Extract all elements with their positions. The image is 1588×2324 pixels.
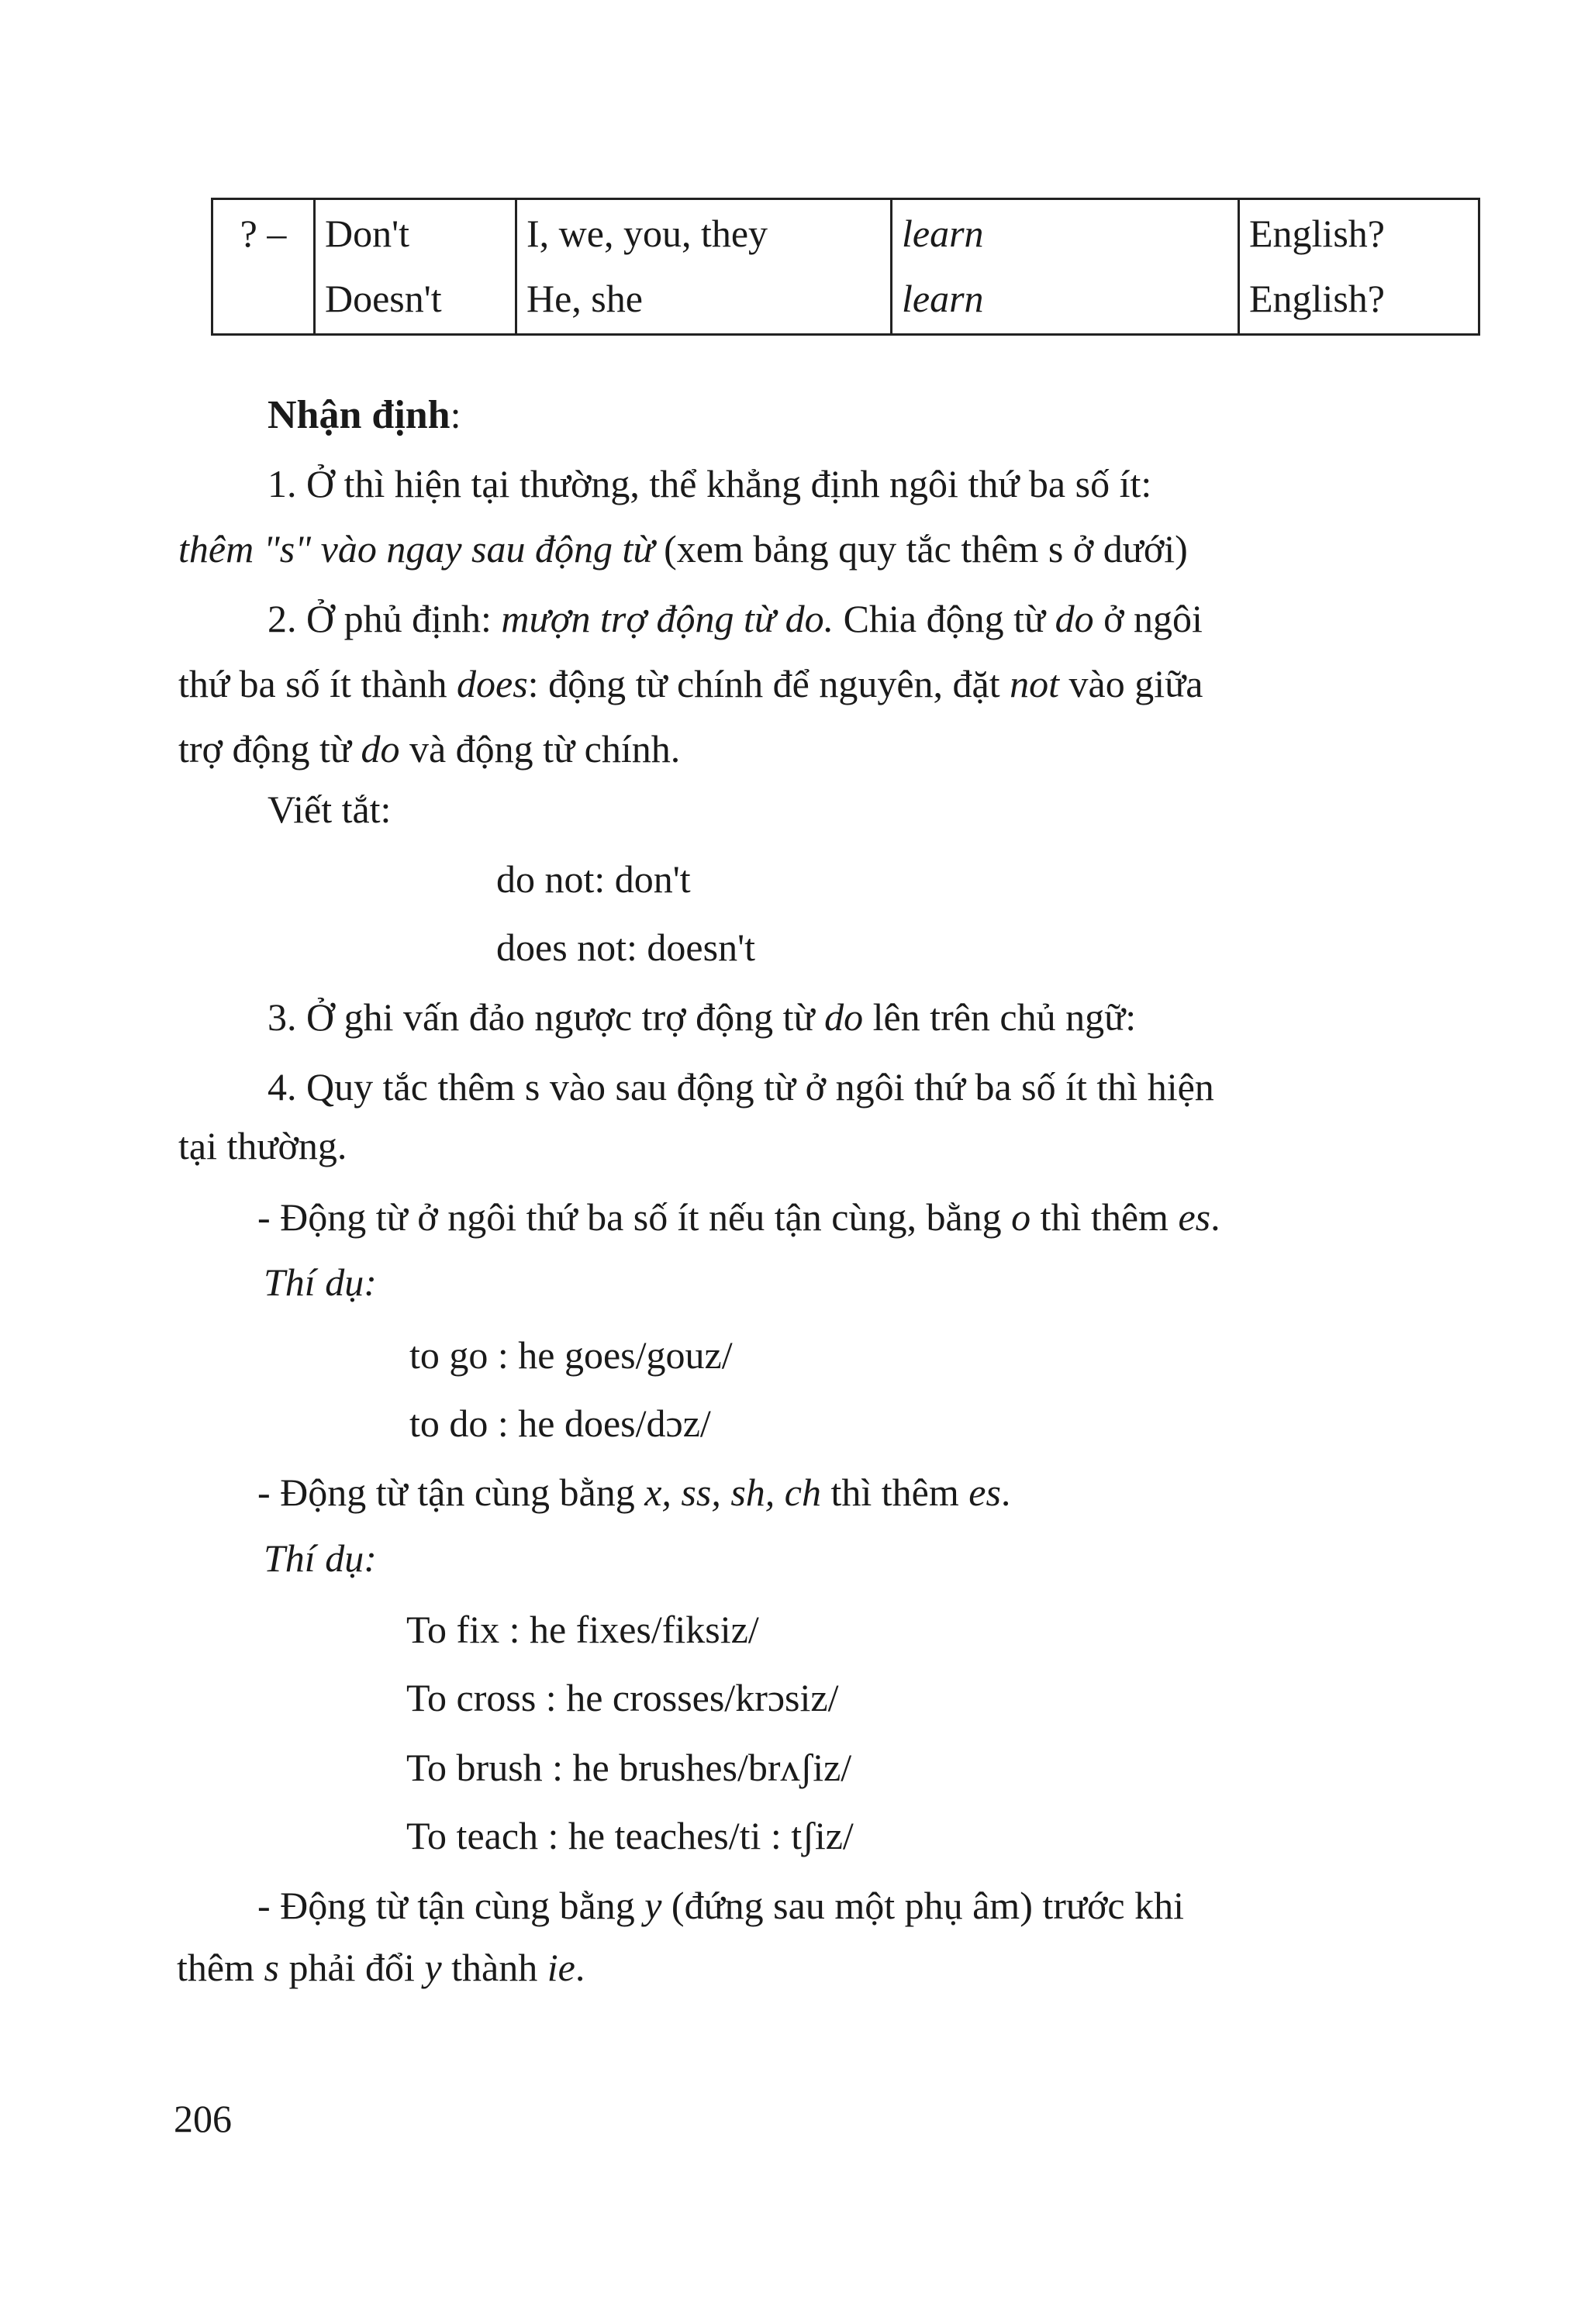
example-item: to do : he does/dɔz/	[409, 1402, 711, 1445]
conjugation-table	[211, 198, 1480, 336]
example-item: To teach : he teaches/ti : tʃiz/	[406, 1814, 854, 1857]
example-item: To brush : he brushes/brʌʃiz/	[406, 1746, 852, 1789]
page-number: 206	[174, 2097, 232, 2140]
example-item: To fix : he fixes/fiksiz/	[406, 1608, 759, 1651]
rule-3-line-2: thêm s phải đổi y thành ie.	[177, 1946, 585, 1989]
example-item: to go : he goes/gouz/	[409, 1333, 733, 1377]
abbreviation-item: do not: don't	[496, 857, 691, 901]
paragraph-2-line-2: thứ ba số ít thành does: động từ chính để nguyên, đặt not vào giữa	[178, 662, 1203, 705]
example-label: Thí dụ:	[264, 1260, 377, 1304]
paragraph-3: 3. Ở ghi vấn đảo ngược trợ động từ do lên trên chủ ngữ:	[268, 995, 1137, 1039]
table-row	[212, 199, 1479, 335]
abbreviation-title: Viết tắt:	[268, 788, 392, 831]
section-heading: Nhận định:	[268, 393, 461, 437]
table-cell-auxiliary: Don't Doesn't	[315, 199, 516, 335]
table-cell-verb: learn learn	[892, 199, 1239, 335]
example-label: Thí dụ:	[264, 1536, 377, 1580]
example-item: To cross : he crosses/krɔsiz/	[406, 1676, 839, 1719]
paragraph-4-line-2: tại thường.	[178, 1124, 347, 1167]
rule-3-line-1: - Động từ tận cùng bằng y (đứng sau một phụ âm) trước khi	[257, 1884, 1185, 1927]
paragraph-4-line-1: 4. Quy tắc thêm s vào sau động từ ở ngôi thứ ba số ít thì hiện	[268, 1065, 1214, 1109]
rule-1: - Động từ ở ngôi thứ ba số ít nếu tận cùng, bằng o thì thêm es.	[257, 1195, 1220, 1239]
abbreviation-item: does not: doesn't	[496, 926, 755, 969]
paragraph-2-line-1: 2. Ở phủ định: mượn trợ động từ do. Chia động từ do ở ngôi	[268, 597, 1203, 640]
table-cell-object: English? English?	[1239, 199, 1479, 335]
rule-2: - Động từ tận cùng bằng x, ss, sh, ch thì thêm es.	[257, 1471, 1011, 1514]
table-cell-subject: I, we, you, they He, she	[516, 199, 892, 335]
table-cell-marker: ? –	[212, 199, 315, 335]
paragraph-2-line-3: trợ động từ do và động từ chính.	[178, 727, 681, 771]
paragraph-1-line-2: thêm "s" vào ngay sau động từ (xem bảng quy tắc thêm s ở dưới)	[178, 527, 1188, 571]
paragraph-1-line-1: 1. Ở thì hiện tại thường, thể khẳng định ngôi thứ ba số ít:	[268, 462, 1152, 505]
